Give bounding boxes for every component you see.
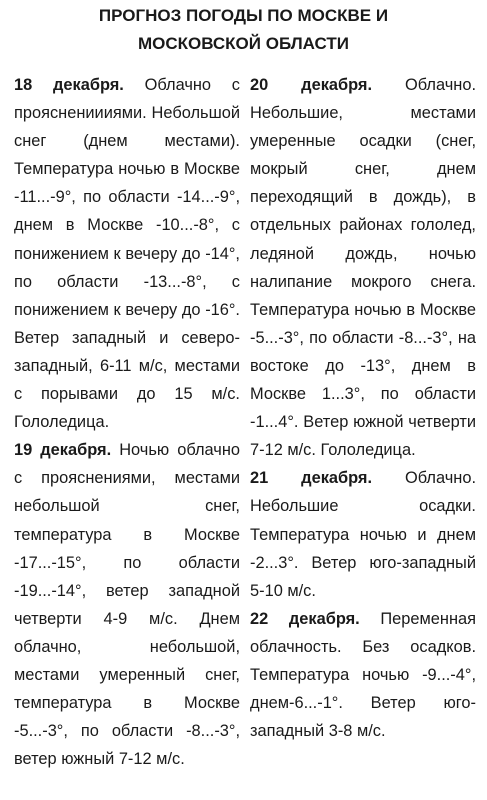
forecast-text: Облачно. Небольшие, местами умеренные осадки (снег, мокрый снег, днем переходящий в дождь), в отдельных районах гололед, ледяной дождь, ночью налипание мокрого снега. Температура ночью в Москве -5...-3°, по области -8...-3°, на востоке до -13°, днем в Москве 1...3°, по области -1...4°. Ветер южной четверти 7-12 м/с. Гололедица. [250, 76, 476, 460]
forecast-date: 19 декабря. [14, 441, 112, 460]
forecast-text: Облачно с прояснениииями. Небольшой снег (днем местами). Температура ночью в Москве -11...-9°, по области -14...-9°, днем в Москве -10...-8°, с понижением к вечеру до -14°, по области -13...-8°, с понижением к вечеру до -16°. Ветер западный и северо-западный, 6-11 м/с, местами с порывами до 15 м/с. Гололедица. [14, 76, 240, 432]
forecast-entry [14, 436, 240, 773]
forecast-columns [14, 71, 476, 773]
forecast-text: Переменная облачность. Без осадков. Температура ночью -9...-4°, днем-6...-1°. Ветер юго-западный 3-8 м/с. [250, 609, 476, 741]
forecast-date: 18 декабря. [14, 76, 124, 94]
forecast-entry [250, 605, 476, 745]
forecast-date: 22 декабря. [250, 609, 360, 628]
forecast-date: 21 декабря. [250, 469, 373, 488]
right-column [250, 71, 476, 773]
forecast-date: 20 декабря. [250, 76, 373, 94]
forecast-entry [250, 71, 476, 464]
forecast-entry [14, 71, 240, 436]
page-title: ПРОГНОЗ ПОГОДЫ ПО МОСКВЕ И МОСКОВСКОЙ ОБЛАСТИ [98, 6, 389, 53]
left-column [14, 71, 240, 773]
forecast-text: Ночью облачно с прояснениями, местами небольшой снег, температура в Москве -17...-15°, по области -19...-14°, ветер западной четверти 4-9 м/с. Днем облачно, небольшой, местами умеренный снег, температура в Москве -5...-3°, по области -8...-3°, ветер южный 7-12 м/с. [14, 441, 240, 769]
forecast-text: Облачно. Небольшие осадки. Температура ночью и днем -2...3°. Ветер юго-западный 5-10 м/с. [250, 469, 476, 600]
forecast-entry [250, 464, 476, 604]
